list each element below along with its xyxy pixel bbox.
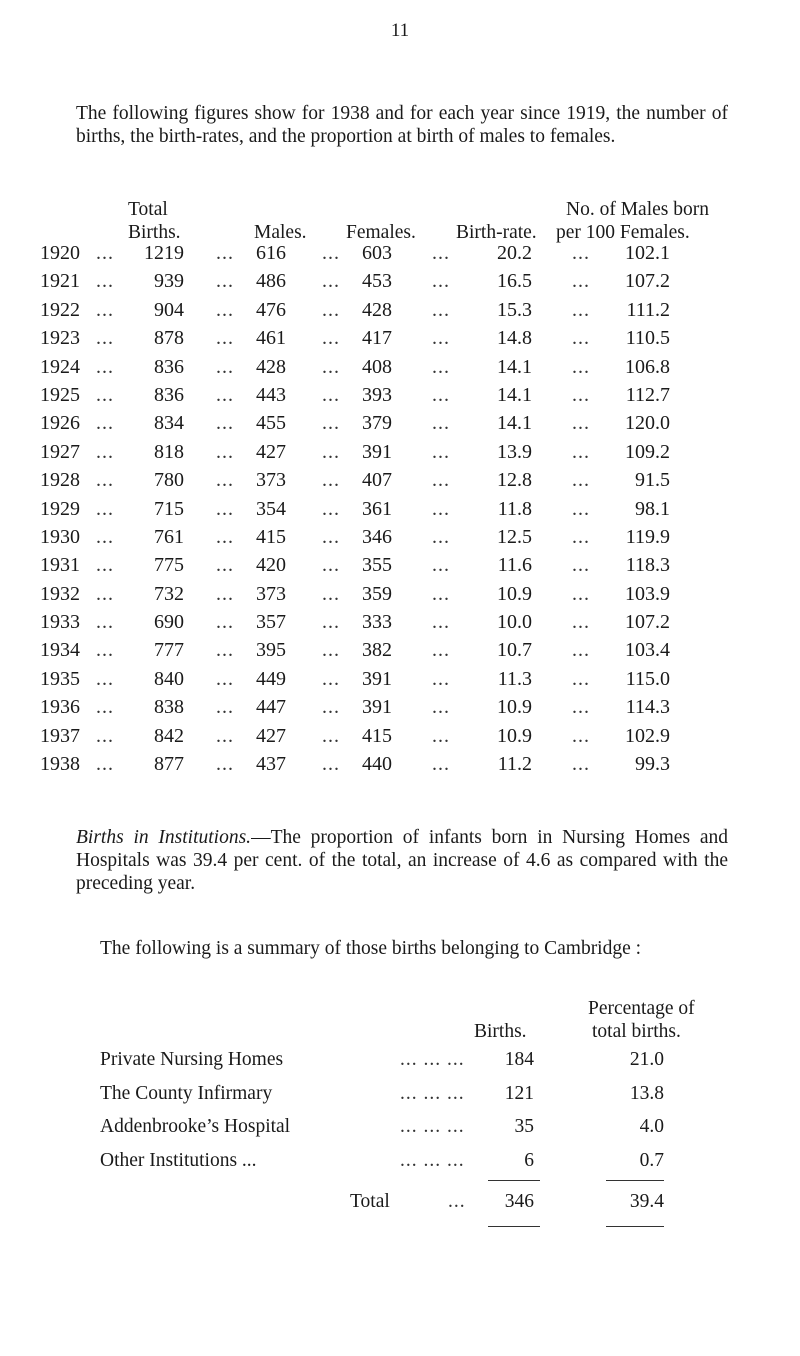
ratio-cell: 119.9	[625, 525, 670, 548]
leader-dots: ...	[322, 298, 340, 321]
ratio-cell: 110.5	[625, 327, 670, 350]
leader-dots: ...	[322, 753, 340, 776]
leader-dots: ...	[432, 554, 450, 577]
leader-dots: ...	[216, 327, 234, 350]
year-cell: 1923	[40, 327, 80, 350]
institution-cell: Addenbrooke’s Hospital	[100, 1116, 291, 1137]
females-cell: 346	[362, 525, 392, 548]
leader-dots: ...	[432, 753, 450, 776]
birth-rate-cell: 20.2	[497, 242, 532, 264]
leader-dots: ...	[432, 667, 450, 690]
females-cell: 359	[362, 582, 392, 605]
header-males: Males.	[254, 222, 307, 243]
year-cell: 1928	[40, 469, 80, 492]
birth-rate-cell: 11.3	[497, 667, 532, 690]
males-cell: 616	[256, 242, 286, 264]
leader-dots: ...	[572, 469, 590, 492]
summary-header-pct-line1: Percentage of	[588, 998, 695, 1019]
total-births-cell: 777	[154, 639, 184, 662]
total-births-cell: 904	[154, 298, 184, 321]
leader-dots: ... ... ...	[400, 1149, 465, 1171]
leader-dots: ...	[572, 525, 590, 548]
leader-dots: ...	[572, 639, 590, 662]
birth-rate-cell: 14.1	[497, 355, 532, 378]
table-row	[0, 469, 800, 497]
table-row	[0, 242, 800, 270]
table-row	[0, 611, 800, 639]
year-cell: 1929	[40, 497, 80, 520]
leader-dots: ...	[216, 667, 234, 690]
leader-dots: ...	[432, 355, 450, 378]
leader-dots: ...	[216, 639, 234, 662]
males-cell: 373	[256, 582, 286, 605]
leader-dots: ...	[322, 469, 340, 492]
institution-cell: Other Institutions ...	[100, 1149, 257, 1171]
leader-dots: ...	[322, 724, 340, 747]
females-cell: 408	[362, 355, 392, 378]
ratio-cell: 109.2	[625, 440, 670, 463]
ratio-cell: 102.1	[625, 242, 670, 264]
year-cell: 1922	[40, 298, 80, 321]
summary-table	[0, 1049, 800, 1183]
females-cell: 379	[362, 412, 392, 435]
births-cell: 35	[514, 1116, 534, 1137]
year-cell: 1938	[40, 753, 80, 776]
leader-dots: ...	[216, 469, 234, 492]
ratio-cell: 118.3	[625, 554, 670, 577]
leader-dots: ...	[216, 611, 234, 634]
leader-dots: ...	[432, 242, 450, 264]
table-row	[0, 639, 800, 667]
total-births-cell: 836	[154, 355, 184, 378]
table-row	[0, 526, 800, 554]
total-births-cell: 732	[154, 582, 184, 605]
leader-dots: ...	[432, 327, 450, 350]
males-cell: 373	[256, 469, 286, 492]
leader-dots: ...	[572, 497, 590, 520]
leader-dots: ...	[322, 639, 340, 662]
year-cell: 1933	[40, 611, 80, 634]
ratio-cell: 115.0	[625, 667, 670, 690]
year-cell: 1927	[40, 440, 80, 463]
year-cell: 1926	[40, 412, 80, 435]
leader-dots: ...	[572, 582, 590, 605]
summary-intro: The following is a summary of those births belonging to Cambridge :	[100, 938, 642, 959]
leader-dots: ...	[432, 497, 450, 520]
males-cell: 415	[256, 525, 286, 548]
summary-header-births: Births.	[474, 1021, 527, 1042]
females-cell: 453	[362, 270, 392, 293]
births-sum-rule-bottom	[488, 1226, 540, 1227]
total-births-cell: 715	[154, 497, 184, 520]
birth-rate-cell: 11.8	[497, 497, 532, 520]
males-cell: 428	[256, 355, 286, 378]
leader-dots: ...	[322, 554, 340, 577]
total-births-cell: 690	[154, 611, 184, 634]
table-row	[0, 1083, 800, 1117]
ratio-cell: 120.0	[625, 412, 670, 435]
page-number: 11	[390, 20, 410, 41]
leader-dots: ...	[572, 696, 590, 719]
total-births-value: 346	[504, 1191, 534, 1212]
table-row	[0, 299, 800, 327]
leader-dots: ...	[216, 525, 234, 548]
table-row	[0, 583, 800, 611]
percentage-cell: 0.7	[639, 1149, 664, 1171]
females-cell: 428	[362, 298, 392, 321]
leader-dots: ...	[216, 554, 234, 577]
table-row	[0, 725, 800, 753]
leader-dots: ...	[572, 440, 590, 463]
males-cell: 437	[256, 753, 286, 776]
leader-dots: ...	[432, 412, 450, 435]
females-cell: 382	[362, 639, 392, 662]
birth-rate-cell: 13.9	[497, 440, 532, 463]
header-total-line2: Births.	[128, 222, 181, 243]
summary-header-pct-line2: total births.	[592, 1021, 681, 1042]
total-births-cell: 842	[154, 724, 184, 747]
table-row	[0, 270, 800, 298]
birth-rate-cell: 10.0	[497, 611, 532, 634]
leader-dots: ...	[96, 440, 114, 463]
table-row	[0, 384, 800, 412]
table-row	[0, 668, 800, 696]
table-row	[0, 1049, 800, 1083]
females-cell: 333	[362, 611, 392, 634]
ratio-cell: 91.5	[635, 469, 670, 492]
leader-dots: ...	[572, 270, 590, 293]
institutions-text: —The proportion of infants born in Nursing Homes and Hospitals was 39.4 per cent. of the total, an increase of 4.6 as compared with the preceding year.	[76, 827, 728, 894]
leader-dots: ...	[322, 412, 340, 435]
leader-dots: ...	[572, 554, 590, 577]
females-cell: 407	[362, 469, 392, 492]
header-ratio-line1: No. of Males born	[566, 199, 709, 220]
leader-dots: ...	[432, 383, 450, 406]
males-cell: 427	[256, 724, 286, 747]
leader-dots: ...	[322, 696, 340, 719]
ratio-cell: 103.9	[625, 582, 670, 605]
birth-rate-cell: 10.7	[497, 639, 532, 662]
ratio-cell: 106.8	[625, 355, 670, 378]
year-cell: 1930	[40, 525, 80, 548]
leader-dots: ... ... ...	[400, 1116, 465, 1137]
leader-dots: ...	[96, 270, 114, 293]
year-cell: 1920	[40, 242, 80, 264]
birth-rate-cell: 12.8	[497, 469, 532, 492]
leader-dots: ...	[216, 383, 234, 406]
table-row	[0, 1116, 800, 1150]
pct-sum-rule-top	[606, 1180, 664, 1181]
males-cell: 427	[256, 440, 286, 463]
leader-dots: ...	[432, 469, 450, 492]
leader-dots: ...	[96, 582, 114, 605]
leader-dots: ...	[322, 327, 340, 350]
total-births-cell: 834	[154, 412, 184, 435]
leader-dots: ...	[432, 440, 450, 463]
total-label: Total	[350, 1191, 390, 1212]
leader-dots: ...	[96, 327, 114, 350]
leader-dots: ...	[432, 611, 450, 634]
institutions-paragraph	[76, 826, 728, 895]
percentage-cell: 21.0	[629, 1049, 664, 1070]
birth-rate-cell: 16.5	[497, 270, 532, 293]
percentage-cell: 13.8	[629, 1082, 664, 1104]
birth-rate-cell: 11.2	[497, 753, 532, 776]
females-cell: 415	[362, 724, 392, 747]
total-births-cell: 838	[154, 696, 184, 719]
ratio-cell: 103.4	[625, 639, 670, 662]
females-cell: 391	[362, 696, 392, 719]
institutions-lead: Births in Institutions.	[76, 827, 252, 848]
birth-rate-cell: 15.3	[497, 298, 532, 321]
year-cell: 1932	[40, 582, 80, 605]
leader-dots: ...	[96, 497, 114, 520]
percentage-cell: 4.0	[639, 1116, 664, 1137]
leader-dots: ...	[572, 298, 590, 321]
leader-dots: ...	[322, 242, 340, 264]
leader-dots: ...	[216, 497, 234, 520]
year-cell: 1925	[40, 383, 80, 406]
leader-dots: ...	[96, 355, 114, 378]
leader-dots: ...	[96, 383, 114, 406]
table-row	[0, 441, 800, 469]
leader-dots: ...	[96, 242, 114, 264]
leader-dots: ...	[96, 298, 114, 321]
leader-dots: ...	[96, 753, 114, 776]
year-cell: 1936	[40, 696, 80, 719]
total-births-cell: 836	[154, 383, 184, 406]
total-births-cell: 775	[154, 554, 184, 577]
birth-rate-cell: 11.6	[497, 554, 532, 577]
females-cell: 355	[362, 554, 392, 577]
leader-dots: ...	[572, 242, 590, 264]
males-cell: 354	[256, 497, 286, 520]
ratio-cell: 111.2	[626, 298, 670, 321]
total-births-cell: 877	[154, 753, 184, 776]
year-cell: 1934	[40, 639, 80, 662]
leader-dots: ...	[216, 270, 234, 293]
leader-dots: ...	[572, 412, 590, 435]
males-cell: 395	[256, 639, 286, 662]
leader-dots: ...	[216, 753, 234, 776]
year-cell: 1935	[40, 667, 80, 690]
leader-dots: ...	[216, 724, 234, 747]
year-cell: 1931	[40, 554, 80, 577]
leader-dots: ...	[216, 412, 234, 435]
year-cell: 1921	[40, 270, 80, 293]
females-cell: 391	[362, 440, 392, 463]
birth-rate-cell: 10.9	[497, 724, 532, 747]
leader-dots: ...	[322, 582, 340, 605]
females-cell: 361	[362, 497, 392, 520]
births-table	[0, 242, 800, 781]
leader-dots: ...	[322, 611, 340, 634]
leader-dots: ...	[96, 724, 114, 747]
total-births-cell: 761	[154, 525, 184, 548]
birth-rate-cell: 10.9	[497, 696, 532, 719]
leader-dots: ...	[432, 298, 450, 321]
leader-dots: ...	[572, 327, 590, 350]
leader-dots: ... ... ...	[400, 1082, 465, 1104]
leader-dots: ...	[216, 355, 234, 378]
leader-dots: ...	[216, 582, 234, 605]
table-row	[0, 554, 800, 582]
ratio-cell: 102.9	[625, 724, 670, 747]
leader-dots: ...	[448, 1191, 466, 1212]
leader-dots: ...	[96, 412, 114, 435]
leader-dots: ...	[216, 242, 234, 264]
ratio-cell: 98.1	[635, 497, 670, 520]
leader-dots: ...	[432, 525, 450, 548]
institution-cell: The County Infirmary	[100, 1082, 273, 1104]
births-cell: 6	[524, 1149, 534, 1171]
leader-dots: ...	[322, 270, 340, 293]
pct-sum-rule-bottom	[606, 1226, 664, 1227]
intro-paragraph: The following figures show for 1938 and for each year since 1919, the number of births, the birth-rates, and the proportion at birth of males to females.	[76, 103, 728, 147]
ratio-cell: 114.3	[625, 696, 670, 719]
table-row	[0, 696, 800, 724]
leader-dots: ...	[432, 639, 450, 662]
males-cell: 443	[256, 383, 286, 406]
header-birth-rate: Birth-rate.	[456, 222, 537, 243]
leader-dots: ...	[216, 696, 234, 719]
ratio-cell: 107.2	[625, 270, 670, 293]
birth-rate-cell: 10.9	[497, 582, 532, 605]
table-row	[0, 753, 800, 781]
year-cell: 1937	[40, 724, 80, 747]
males-cell: 449	[256, 667, 286, 690]
table-row	[0, 412, 800, 440]
leader-dots: ...	[216, 298, 234, 321]
leader-dots: ...	[96, 554, 114, 577]
leader-dots: ...	[322, 497, 340, 520]
birth-rate-cell: 14.1	[497, 412, 532, 435]
males-cell: 447	[256, 696, 286, 719]
leader-dots: ...	[572, 611, 590, 634]
total-births-cell: 840	[154, 667, 184, 690]
leader-dots: ...	[96, 696, 114, 719]
total-births-cell: 1219	[144, 242, 184, 264]
leader-dots: ...	[96, 639, 114, 662]
header-ratio-line2: per 100 Females.	[556, 222, 690, 243]
females-cell: 393	[362, 383, 392, 406]
total-percentage-value: 39.4	[629, 1191, 664, 1212]
birth-rate-cell: 14.1	[497, 383, 532, 406]
leader-dots: ...	[432, 270, 450, 293]
males-cell: 357	[256, 611, 286, 634]
males-cell: 476	[256, 298, 286, 321]
table-row	[0, 498, 800, 526]
leader-dots: ...	[216, 440, 234, 463]
leader-dots: ...	[322, 667, 340, 690]
leader-dots: ...	[96, 611, 114, 634]
total-births-cell: 780	[154, 469, 184, 492]
leader-dots: ...	[572, 667, 590, 690]
leader-dots: ...	[322, 355, 340, 378]
leader-dots: ...	[432, 582, 450, 605]
leader-dots: ...	[432, 696, 450, 719]
table-row	[0, 356, 800, 384]
females-cell: 391	[362, 667, 392, 690]
ratio-cell: 112.7	[625, 383, 670, 406]
leader-dots: ...	[572, 355, 590, 378]
leader-dots: ...	[322, 525, 340, 548]
ratio-cell: 99.3	[635, 753, 670, 776]
table-row	[0, 1150, 800, 1184]
males-cell: 455	[256, 412, 286, 435]
table-row	[0, 327, 800, 355]
leader-dots: ...	[322, 440, 340, 463]
leader-dots: ...	[322, 383, 340, 406]
leader-dots: ...	[96, 525, 114, 548]
births-cell: 184	[504, 1049, 534, 1070]
institution-cell: Private Nursing Homes	[100, 1049, 284, 1070]
leader-dots: ...	[96, 469, 114, 492]
leader-dots: ...	[96, 667, 114, 690]
year-cell: 1924	[40, 355, 80, 378]
leader-dots: ... ... ...	[400, 1049, 465, 1070]
leader-dots: ...	[572, 724, 590, 747]
females-cell: 603	[362, 242, 392, 264]
total-births-cell: 818	[154, 440, 184, 463]
males-cell: 420	[256, 554, 286, 577]
header-total-line1: Total	[128, 199, 168, 220]
leader-dots: ...	[432, 724, 450, 747]
total-births-cell: 939	[154, 270, 184, 293]
females-cell: 417	[362, 327, 392, 350]
births-cell: 121	[504, 1082, 534, 1104]
birth-rate-cell: 14.8	[497, 327, 532, 350]
births-sum-rule-top	[488, 1180, 540, 1181]
birth-rate-cell: 12.5	[497, 525, 532, 548]
total-births-cell: 878	[154, 327, 184, 350]
ratio-cell: 107.2	[625, 611, 670, 634]
leader-dots: ...	[572, 383, 590, 406]
header-females: Females.	[346, 222, 416, 243]
leader-dots: ...	[572, 753, 590, 776]
males-cell: 486	[256, 270, 286, 293]
males-cell: 461	[256, 327, 286, 350]
females-cell: 440	[362, 753, 392, 776]
